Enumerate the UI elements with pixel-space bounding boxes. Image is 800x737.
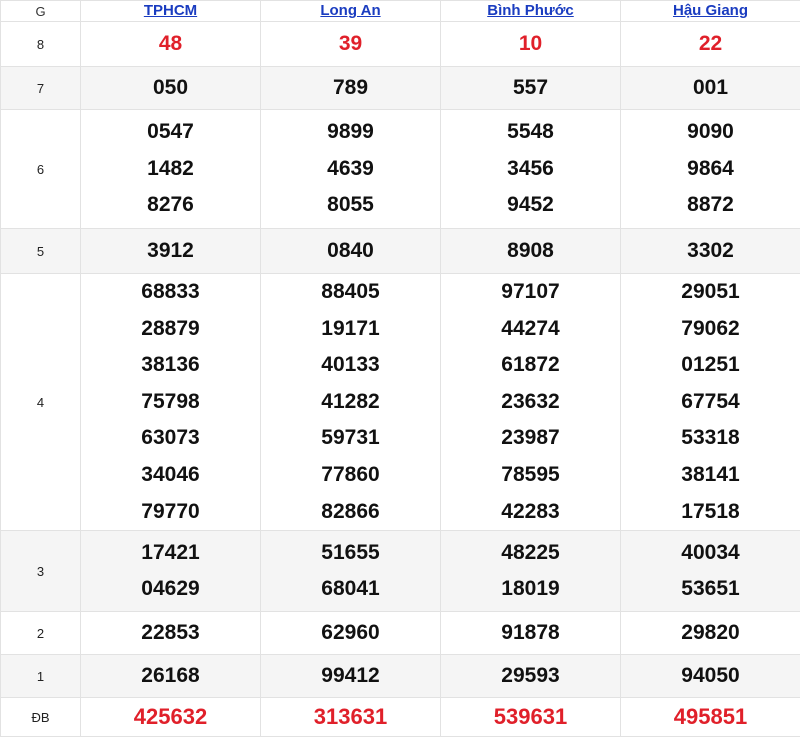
result-number: 8872 <box>621 187 800 224</box>
result-number: 79770 <box>81 494 260 531</box>
result-cell-long-an <box>261 612 441 655</box>
result-number: 29820 <box>621 615 800 652</box>
result-number: 38136 <box>81 347 260 384</box>
result-cell-hau-giang <box>621 698 800 737</box>
result-cell-hau-giang <box>621 229 800 274</box>
result-number: 48225 <box>441 535 620 572</box>
results-body <box>1 22 800 737</box>
result-number: 40034 <box>621 535 800 572</box>
result-number: 61872 <box>441 347 620 384</box>
result-cell-binh-phuoc <box>441 229 621 274</box>
result-cell-long-an <box>261 110 441 229</box>
result-cell-hau-giang <box>621 655 800 698</box>
result-number: 01251 <box>621 347 800 384</box>
result-number: 42283 <box>441 494 620 531</box>
result-number: 9090 <box>621 114 800 151</box>
prize-label: 4 <box>1 274 81 531</box>
result-cell-long-an <box>261 531 441 612</box>
prize-row <box>1 110 800 229</box>
prize-label: 5 <box>1 229 81 274</box>
result-cell-tphcm <box>81 531 261 612</box>
prize-column-header: G <box>1 1 81 22</box>
prize-label: 2 <box>1 612 81 655</box>
result-number: 19171 <box>261 311 440 348</box>
result-number: 5548 <box>441 114 620 151</box>
result-number: 29051 <box>621 274 800 311</box>
result-number: 51655 <box>261 535 440 572</box>
result-number: 0547 <box>81 114 260 151</box>
result-number: 99412 <box>261 658 440 695</box>
result-cell-long-an <box>261 655 441 698</box>
result-number: 38141 <box>621 457 800 494</box>
result-number: 050 <box>81 70 260 107</box>
result-number: 18019 <box>441 571 620 608</box>
province-header-long-an <box>261 1 441 22</box>
result-number: 9452 <box>441 187 620 224</box>
result-number: 68833 <box>81 274 260 311</box>
prize-label: 3 <box>1 531 81 612</box>
result-number: 04629 <box>81 571 260 608</box>
result-number: 001 <box>621 70 800 107</box>
result-number: 88405 <box>261 274 440 311</box>
result-cell-long-an <box>261 67 441 110</box>
result-number: 23987 <box>441 420 620 457</box>
prize-row <box>1 22 800 67</box>
province-link-binh-phuoc[interactable]: Bình Phước <box>487 2 574 19</box>
result-cell-long-an <box>261 274 441 531</box>
result-number: 39 <box>261 26 440 63</box>
result-number: 1482 <box>81 151 260 188</box>
result-cell-tphcm <box>81 274 261 531</box>
result-cell-binh-phuoc <box>441 22 621 67</box>
result-cell-binh-phuoc <box>441 531 621 612</box>
result-number: 34046 <box>81 457 260 494</box>
result-number: 10 <box>441 26 620 63</box>
prize-row <box>1 67 800 110</box>
result-number: 425632 <box>81 699 260 736</box>
prize-row <box>1 274 800 531</box>
result-number: 67754 <box>621 384 800 421</box>
result-number: 79062 <box>621 311 800 348</box>
prize-label: 1 <box>1 655 81 698</box>
result-cell-binh-phuoc <box>441 612 621 655</box>
result-cell-tphcm <box>81 22 261 67</box>
result-number: 91878 <box>441 615 620 652</box>
result-cell-tphcm <box>81 612 261 655</box>
result-number: 75798 <box>81 384 260 421</box>
result-number: 557 <box>441 70 620 107</box>
result-number: 68041 <box>261 571 440 608</box>
result-cell-binh-phuoc <box>441 67 621 110</box>
result-number: 0840 <box>261 233 440 270</box>
result-cell-hau-giang <box>621 531 800 612</box>
result-cell-hau-giang <box>621 612 800 655</box>
result-number: 78595 <box>441 457 620 494</box>
result-number: 62960 <box>261 615 440 652</box>
result-number: 48 <box>81 26 260 63</box>
province-header-hau-giang <box>621 1 800 22</box>
prize-label: 7 <box>1 67 81 110</box>
result-number: 40133 <box>261 347 440 384</box>
province-link-tphcm[interactable]: TPHCM <box>144 2 197 19</box>
result-cell-binh-phuoc <box>441 655 621 698</box>
result-number: 22853 <box>81 615 260 652</box>
province-header-binh-phuoc <box>441 1 621 22</box>
result-number: 53318 <box>621 420 800 457</box>
result-number: 53651 <box>621 571 800 608</box>
result-cell-tphcm <box>81 655 261 698</box>
result-number: 41282 <box>261 384 440 421</box>
result-cell-tphcm <box>81 110 261 229</box>
prize-row <box>1 698 800 737</box>
prize-label: 8 <box>1 22 81 67</box>
prize-row <box>1 655 800 698</box>
prize-label: 6 <box>1 110 81 229</box>
result-number: 29593 <box>441 658 620 695</box>
result-cell-hau-giang <box>621 67 800 110</box>
result-number: 63073 <box>81 420 260 457</box>
result-number: 9899 <box>261 114 440 151</box>
result-cell-tphcm <box>81 67 261 110</box>
province-link-long-an[interactable]: Long An <box>320 2 380 19</box>
result-number: 26168 <box>81 658 260 695</box>
prize-row <box>1 612 800 655</box>
result-cell-hau-giang <box>621 274 800 531</box>
result-cell-binh-phuoc <box>441 110 621 229</box>
result-number: 789 <box>261 70 440 107</box>
result-number: 17518 <box>621 494 800 531</box>
result-cell-hau-giang <box>621 110 800 229</box>
result-cell-tphcm <box>81 698 261 737</box>
result-number: 3302 <box>621 233 800 270</box>
result-number: 3456 <box>441 151 620 188</box>
result-number: 9864 <box>621 151 800 188</box>
result-number: 4639 <box>261 151 440 188</box>
result-number: 23632 <box>441 384 620 421</box>
result-cell-binh-phuoc <box>441 698 621 737</box>
result-number: 44274 <box>441 311 620 348</box>
result-cell-long-an <box>261 229 441 274</box>
result-number: 59731 <box>261 420 440 457</box>
result-cell-tphcm <box>81 229 261 274</box>
result-number: 82866 <box>261 494 440 531</box>
prize-row <box>1 229 800 274</box>
result-number: 28879 <box>81 311 260 348</box>
result-number: 495851 <box>621 699 800 736</box>
result-number: 539631 <box>441 699 620 736</box>
result-number: 8055 <box>261 187 440 224</box>
result-cell-hau-giang <box>621 22 800 67</box>
result-number: 8908 <box>441 233 620 270</box>
result-number: 97107 <box>441 274 620 311</box>
result-number: 22 <box>621 26 800 63</box>
header-row <box>1 1 800 22</box>
result-number: 8276 <box>81 187 260 224</box>
result-cell-long-an <box>261 698 441 737</box>
result-cell-long-an <box>261 22 441 67</box>
province-header-tphcm <box>81 1 261 22</box>
result-number: 94050 <box>621 658 800 695</box>
prize-row <box>1 531 800 612</box>
province-link-hau-giang[interactable]: Hậu Giang <box>673 2 748 19</box>
result-cell-binh-phuoc <box>441 274 621 531</box>
prize-label: ĐB <box>1 698 81 737</box>
result-number: 17421 <box>81 535 260 572</box>
result-number: 77860 <box>261 457 440 494</box>
result-number: 3912 <box>81 233 260 270</box>
result-number: 313631 <box>261 699 440 736</box>
